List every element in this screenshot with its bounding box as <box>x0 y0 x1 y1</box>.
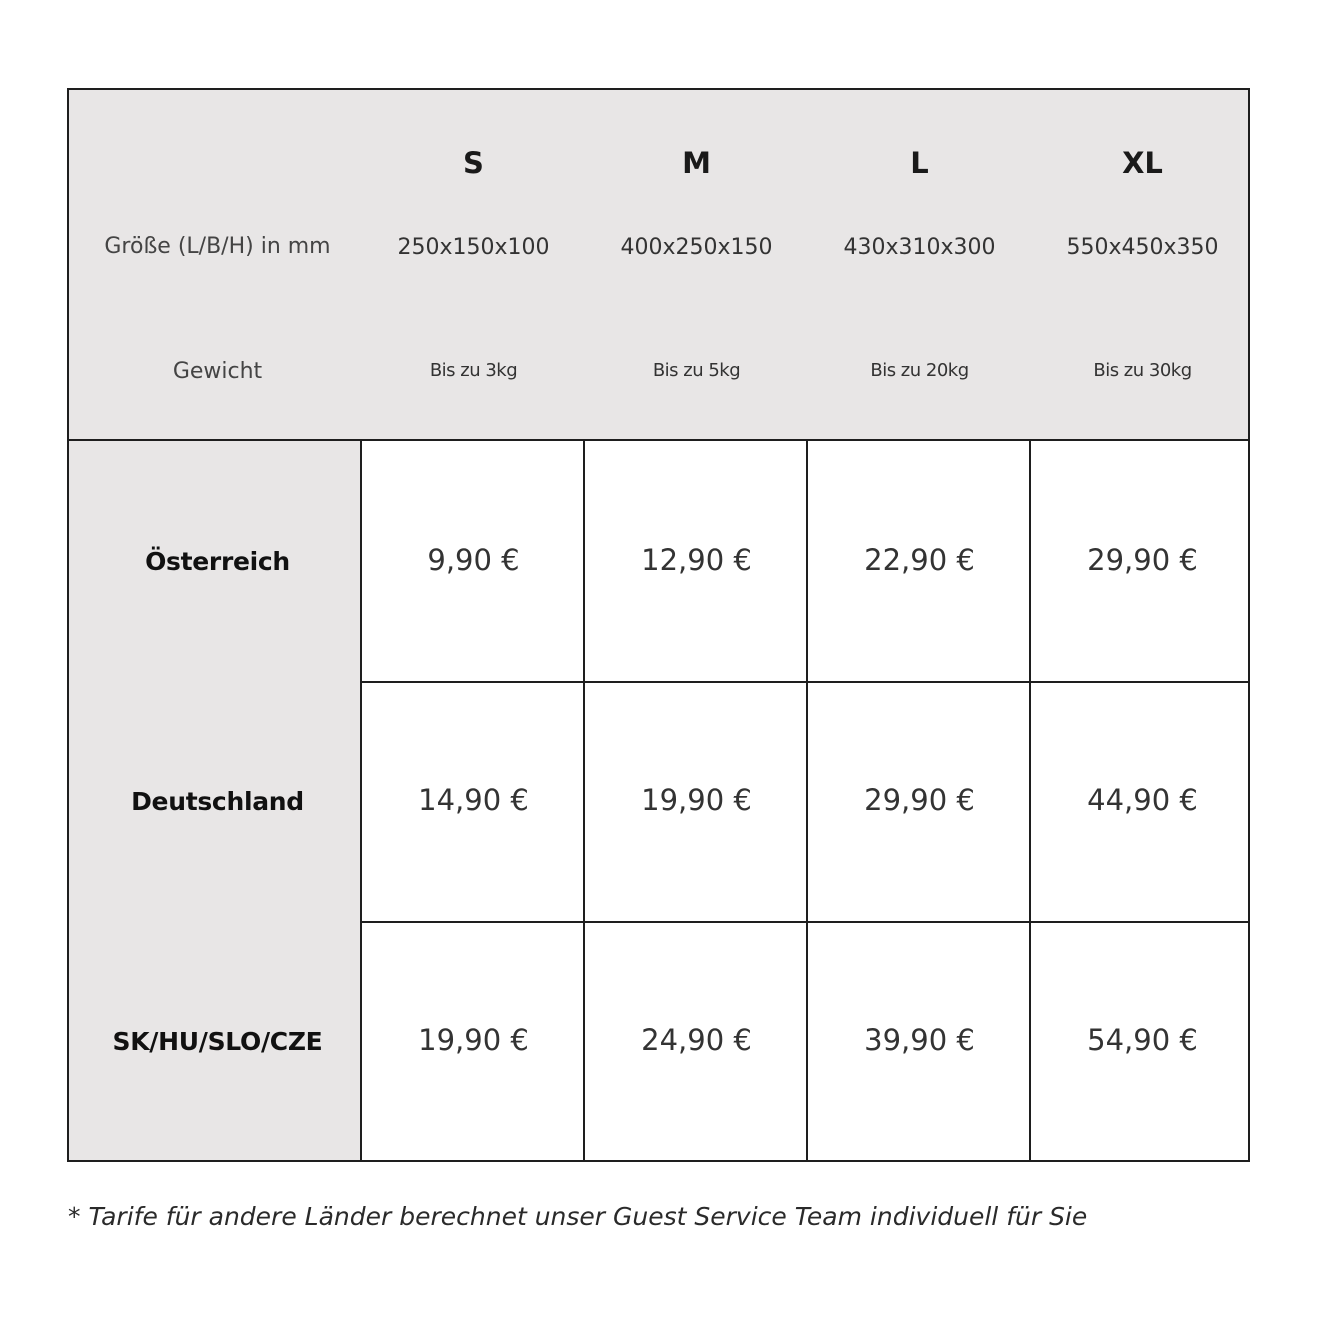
weight-row-label: Gewicht <box>172 359 263 384</box>
dimension-s: 250x150x100 <box>397 235 550 260</box>
price-cell: 19,90 € <box>641 783 752 817</box>
price-cell: 19,90 € <box>418 1023 529 1057</box>
price-cell: 44,90 € <box>1087 783 1198 817</box>
footnote: * Tarife für andere Länder berechnet unser Guest Service Team individuell für Sie <box>68 1202 1088 1231</box>
country-label: SK/HU/SLO/CZE <box>112 1027 323 1056</box>
dimension-row-label: Größe (L/B/H) in mm <box>104 234 331 259</box>
size-label-l: L <box>910 146 929 180</box>
price-cell: 22,90 € <box>864 543 975 577</box>
dimension-m: 400x250x150 <box>620 235 773 260</box>
grid-line <box>362 681 1248 683</box>
price-cell: 29,90 € <box>1087 543 1198 577</box>
table-header <box>69 90 1248 441</box>
price-cell: 54,90 € <box>1087 1023 1198 1057</box>
size-label-s: S <box>463 146 484 180</box>
price-cell: 39,90 € <box>864 1023 975 1057</box>
size-label-xl: XL <box>1122 146 1163 180</box>
price-cell: 29,90 € <box>864 783 975 817</box>
grid-line <box>362 921 1248 923</box>
size-label-m: M <box>682 146 711 180</box>
price-cell: 14,90 € <box>418 783 529 817</box>
weight-xl: Bis zu 30kg <box>1093 360 1192 381</box>
country-label: Deutschland <box>131 787 304 816</box>
weight-s: Bis zu 3kg <box>429 360 518 381</box>
weight-l: Bis zu 20kg <box>870 360 969 381</box>
price-cell: 12,90 € <box>641 543 752 577</box>
price-cell: 9,90 € <box>427 543 520 577</box>
price-cell: 24,90 € <box>641 1023 752 1057</box>
dimension-xl: 550x450x350 <box>1066 235 1219 260</box>
country-label: Österreich <box>145 547 290 576</box>
dimension-l: 430x310x300 <box>843 235 996 260</box>
shipping-rate-table <box>67 88 1250 1162</box>
weight-m: Bis zu 5kg <box>652 360 741 381</box>
